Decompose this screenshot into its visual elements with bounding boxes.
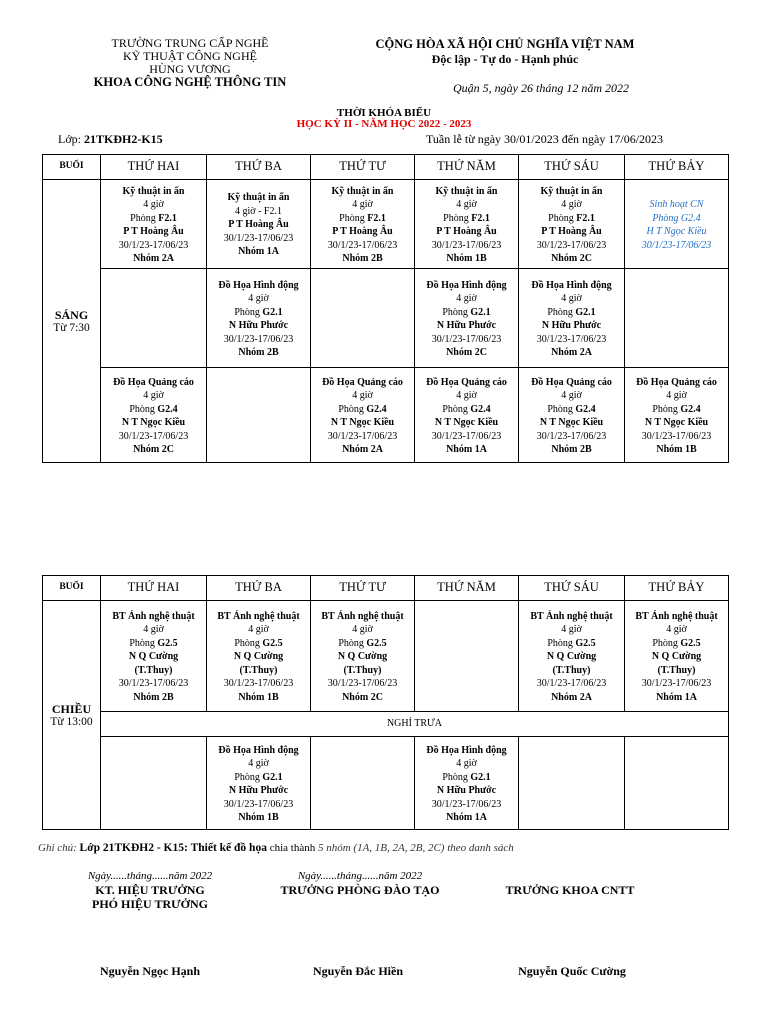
date-range: 30/1/23-17/06/23 — [536, 333, 607, 345]
hours-label: 4 giờ — [456, 293, 477, 304]
signature-date: Ngày......tháng......năm 2022 — [87, 870, 213, 882]
room-label — [101, 403, 206, 417]
room-code: F2.1 — [576, 212, 595, 224]
hours-label: 4 giờ — [666, 390, 687, 401]
subject-name: Đồ Họa Hình động — [218, 279, 299, 291]
class-slot — [415, 180, 519, 269]
buoi-header: BUỔI — [43, 576, 101, 601]
room-code: G2.1 — [470, 771, 491, 783]
date-range: 30/1/23-17/06/23 — [536, 430, 607, 442]
national-motto: Độc lập - Tự do - Hạnh phúc — [431, 52, 579, 66]
room-code: G2.1 — [262, 306, 283, 318]
day-header: THỨ BA — [207, 576, 311, 601]
room-code: G2.5 — [157, 637, 178, 649]
day-header: THỨ NĂM — [415, 155, 519, 180]
day-header: THỨ HAI — [101, 155, 207, 180]
subject-name: Đồ Họa Hình động — [426, 744, 507, 756]
subject-name: BT Ảnh nghệ thuật — [321, 610, 404, 622]
teacher-name: N Hữu Phước — [436, 785, 497, 796]
room-label — [415, 306, 518, 320]
afternoon-schedule-table — [42, 575, 729, 830]
class-line — [58, 132, 163, 147]
morning-header-row — [43, 155, 729, 180]
teacher-name: N Hữu Phước — [436, 320, 497, 331]
room-prefix: Phòng — [234, 637, 263, 649]
teacher-name: N T Ngọc Kiều — [121, 417, 186, 428]
day-header: THỨ NĂM — [415, 576, 519, 601]
teacher-name: N Hữu Phước — [228, 785, 289, 796]
class-slot — [101, 180, 207, 269]
teacher-name: N T Ngọc Kiều — [330, 417, 395, 428]
teacher-name: (T.Thuy) — [552, 664, 591, 676]
room-label — [415, 771, 518, 785]
subject-name: Đồ Họa Quảng cáo — [426, 376, 507, 388]
class-slot — [519, 601, 625, 712]
empty-slot — [625, 737, 729, 830]
hours-label: 4 giờ — [561, 390, 582, 401]
class-slot — [311, 180, 415, 269]
room-label — [311, 637, 414, 651]
subject-name: Đồ Họa Quảng cáo — [636, 376, 717, 388]
teacher-name: N T Ngọc Kiều — [644, 417, 709, 428]
empty-slot — [415, 601, 519, 712]
issue-date: Quận 5, ngày 26 tháng 12 năm 2022 — [453, 81, 629, 95]
group-label: Nhóm 2C — [551, 253, 592, 264]
room-prefix: Phòng — [338, 403, 367, 415]
date-range: 30/1/23-17/06/23 — [536, 239, 607, 251]
homeroom-detail: H T Ngọc Kiều — [646, 226, 707, 237]
day-header: THỨ BẢY — [625, 576, 729, 601]
class-slot — [311, 601, 415, 712]
hours-label: 4 giờ — [248, 758, 269, 769]
room-label — [519, 212, 624, 226]
empty-slot — [311, 269, 415, 368]
class-slot — [625, 368, 729, 463]
class-slot — [415, 368, 519, 463]
class-label: Lớp: — [58, 132, 85, 146]
day-header: THỨ SÁU — [519, 576, 625, 601]
class-slot — [625, 601, 729, 712]
hours-label: 4 giờ — [143, 390, 164, 401]
subject-name: Đồ Họa Hình động — [218, 744, 299, 756]
session-label: CHIỀU — [51, 701, 92, 716]
room-prefix: Phòng — [130, 212, 159, 224]
room-prefix: Phòng — [442, 771, 471, 783]
date-range: 30/1/23-17/06/23 — [223, 678, 294, 690]
session-label: SÁNG — [54, 307, 89, 322]
room-code: G2.1 — [262, 771, 283, 783]
week-info: Tuần lễ từ ngày 30/01/2023 đến ngày 17/06/2023 — [426, 132, 664, 146]
room-label — [311, 212, 414, 226]
room-label — [415, 403, 518, 417]
note-groups: 5 nhóm (1A, 1B, 2A, 2B, 2C) theo danh sách — [317, 842, 514, 854]
date-range: 30/1/23-17/06/23 — [118, 430, 189, 442]
hours-label: 4 giờ — [143, 199, 164, 210]
subject-name: Kỹ thuật in ấn — [435, 185, 498, 197]
group-label: Nhóm 2A — [342, 444, 383, 455]
teacher-name: N Q Cường — [128, 651, 179, 663]
lunch-break: NGHỈ TRƯA — [101, 712, 729, 737]
class-slot — [311, 368, 415, 463]
signature-title: TRƯỞNG PHÒNG ĐÀO TẠO — [280, 883, 440, 897]
date-range: 30/1/23-17/06/23 — [327, 239, 398, 251]
signature-block-faculty — [460, 883, 680, 897]
group-label: Nhóm 2A — [551, 691, 592, 703]
date-range: 30/1/23-17/06/23 — [641, 430, 712, 442]
session-time: Từ 13:00 — [50, 715, 93, 728]
school-name-line-1: TRƯỜNG TRUNG CẤP NGHỀ — [111, 36, 269, 50]
room-prefix: Phòng — [129, 637, 158, 649]
room-prefix: Phòng — [129, 403, 158, 415]
class-slot — [415, 737, 519, 830]
hours-label: 4 giờ — [143, 624, 164, 636]
subject-name: Đồ Họa Quảng cáo — [322, 376, 403, 388]
room-prefix: Phòng — [442, 403, 471, 415]
class-slot — [207, 269, 311, 368]
room-prefix: Phòng — [652, 637, 681, 649]
room-prefix: Phòng — [234, 306, 263, 318]
group-label: Nhóm 1B — [238, 691, 279, 703]
room-code: F2.1 — [471, 212, 490, 224]
room-code: G2.4 — [157, 403, 178, 415]
teacher-name: (T.Thuy) — [239, 664, 278, 676]
class-slot — [207, 180, 311, 269]
subject-name: Đồ Họa Hình động — [426, 279, 507, 291]
signature-block-training — [250, 869, 470, 897]
national-header — [340, 37, 670, 67]
room-label — [207, 771, 310, 785]
afternoon-header-row — [43, 576, 729, 601]
date-range: 30/1/23-17/06/23 — [223, 232, 294, 244]
room-label — [207, 637, 310, 651]
empty-slot — [101, 269, 207, 368]
afternoon-row — [43, 601, 729, 712]
morning-row — [43, 180, 729, 269]
room-prefix: Phòng — [548, 212, 577, 224]
teacher-name: (T.Thuy) — [657, 664, 696, 676]
signature-date: Ngày......tháng......năm 2022 — [297, 870, 423, 882]
group-label: Nhóm 1B — [238, 812, 279, 823]
room-label — [519, 306, 624, 320]
room-prefix: Phòng — [443, 212, 472, 224]
room-prefix: Phòng — [547, 306, 576, 318]
class-slot — [207, 737, 311, 830]
room-code: G2.5 — [680, 637, 701, 649]
note-class: Lớp 21TKĐH2 - K15: — [79, 842, 188, 854]
hours-label: 4 giờ — [456, 758, 477, 769]
room-label — [625, 637, 728, 651]
class-slot — [101, 368, 207, 463]
teacher-name: N Q Cường — [337, 651, 388, 663]
subject-name: BT Ảnh nghệ thuật — [112, 610, 195, 622]
signature-title: TRƯỞNG KHOA CNTT — [505, 883, 635, 897]
hours-label: 4 giờ — [561, 624, 582, 636]
signature-name: Nguyễn Đắc Hiền — [313, 964, 403, 978]
date-range: 30/1/23-17/06/23 — [223, 333, 294, 345]
subject-name: BT Ảnh nghệ thuật — [530, 610, 613, 622]
date-range: 30/1/23-17/06/23 — [431, 333, 502, 345]
teacher-name: N T Ngọc Kiều — [434, 417, 499, 428]
group-label: Nhóm 2B — [133, 691, 174, 703]
date-range: 30/1/23-17/06/23 — [641, 678, 712, 690]
group-label: Nhóm 2A — [551, 347, 592, 358]
empty-slot — [101, 737, 207, 830]
morning-schedule-table — [42, 154, 729, 463]
signature-subtitle: PHÓ HIỆU TRƯỞNG — [91, 897, 208, 911]
day-header: THỨ HAI — [101, 576, 207, 601]
school-name-line-3: HÙNG VƯƠNG — [149, 62, 231, 76]
empty-slot — [207, 368, 311, 463]
department-name: KHOA CÔNG NGHỆ THÔNG TIN — [93, 75, 287, 89]
subject-name: Kỹ thuật in ấn — [227, 192, 290, 204]
room-code: G2.4 — [366, 403, 387, 415]
day-header: THỨ TƯ — [311, 155, 415, 180]
teacher-name: N Q Cường — [233, 651, 284, 663]
group-label: Nhóm 2B — [551, 444, 592, 455]
subject-name: BT Ảnh nghệ thuật — [217, 610, 300, 622]
class-slot — [625, 180, 729, 269]
school-header — [70, 37, 310, 89]
group-label: Nhóm 1B — [446, 253, 487, 264]
class-slot — [519, 269, 625, 368]
signature-name: Nguyễn Ngọc Hạnh — [99, 964, 200, 978]
room-label — [207, 306, 310, 320]
page-subtitle: HỌC KỲ II - NĂM HỌC 2022 - 2023 — [296, 118, 472, 130]
room-code: F2.1 — [367, 212, 386, 224]
note-major: Thiết kế đồ họa — [190, 842, 267, 854]
room-prefix: Phòng — [652, 403, 681, 415]
room-label — [625, 403, 728, 417]
subject-name: Đồ Họa Quảng cáo — [531, 376, 612, 388]
teacher-name: (T.Thuy) — [343, 664, 382, 676]
homeroom-detail: Phòng G2.4 — [652, 212, 701, 224]
signature-block-principal — [40, 869, 260, 911]
subject-name: Kỹ thuật in ấn — [122, 185, 185, 197]
date-range: 30/1/23-17/06/23 — [118, 678, 189, 690]
hours-label: 4 giờ — [456, 390, 477, 401]
subject-name: BT Ảnh nghệ thuật — [635, 610, 718, 622]
homeroom-activity: Sinh hoạt CN — [649, 199, 704, 210]
group-label: Nhóm 2C — [133, 444, 174, 455]
date-range: 30/1/23-17/06/23 — [118, 239, 189, 251]
hours-label: 4 giờ — [561, 199, 582, 210]
group-label: Nhóm 2B — [342, 253, 383, 264]
teacher-name: P T Hoàng Âu — [123, 226, 184, 237]
class-slot — [101, 601, 207, 712]
hours-label: 4 giờ — [248, 293, 269, 304]
room-code: G2.4 — [470, 403, 491, 415]
empty-slot — [625, 269, 729, 368]
subject-name: Kỹ thuật in ấn — [331, 185, 394, 197]
date-range: 30/1/23-17/06/23 — [327, 678, 398, 690]
signature-title: KT. HIỆU TRƯỞNG — [95, 883, 205, 897]
note-mid: chia thành — [266, 842, 318, 854]
room-prefix: Phòng — [442, 306, 471, 318]
group-label: Nhóm 2A — [133, 253, 174, 264]
class-slot — [207, 601, 311, 712]
date-range: 30/1/23-17/06/23 — [431, 239, 502, 251]
page-title: THỜI KHÓA BIỂU — [336, 107, 432, 119]
date-range: 30/1/23-17/06/23 — [431, 430, 502, 442]
teacher-name: P T Hoàng Âu — [228, 219, 289, 231]
day-header: THỨ BA — [207, 155, 311, 180]
subject-name: Đồ Họa Hình động — [531, 279, 612, 291]
date-range: 30/1/23-17/06/23 — [536, 678, 607, 690]
signature-name: Nguyễn Quốc Cường — [518, 964, 626, 978]
room-prefix: Phòng — [234, 771, 263, 783]
room-code: F2.1 — [158, 212, 177, 224]
class-slot — [519, 180, 625, 269]
teacher-name: P T Hoàng Âu — [436, 226, 497, 237]
room-code: G2.1 — [575, 306, 596, 318]
room-code: G2.5 — [262, 637, 283, 649]
room-prefix: Phòng — [547, 637, 576, 649]
day-header: THỨ BẢY — [625, 155, 729, 180]
room-code: G2.1 — [470, 306, 491, 318]
hours-label: 4 giờ — [352, 390, 373, 401]
empty-slot — [519, 737, 625, 830]
room-prefix: Phòng — [547, 403, 576, 415]
room-label — [101, 637, 206, 651]
buoi-header: BUỔI — [43, 155, 101, 180]
teacher-name: N T Ngọc Kiều — [539, 417, 604, 428]
session-afternoon — [43, 601, 101, 830]
hours-label: 4 giờ — [561, 293, 582, 304]
group-label: Nhóm 1A — [446, 444, 487, 455]
teacher-name: N Q Cường — [651, 651, 702, 663]
subject-name: Kỹ thuật in ấn — [540, 185, 603, 197]
group-label: Nhóm 2C — [446, 347, 487, 358]
room-prefix: Phòng — [339, 212, 368, 224]
teacher-name: (T.Thuy) — [134, 664, 173, 676]
room-prefix: Phòng — [338, 637, 367, 649]
room-label — [519, 637, 624, 651]
empty-slot — [311, 737, 415, 830]
note-prefix: Ghi chú: — [38, 842, 80, 854]
group-label: Nhóm 1A — [446, 812, 487, 823]
morning-row — [43, 368, 729, 463]
room-label — [311, 403, 414, 417]
hours-label: 4 giờ - F2.1 — [235, 205, 282, 217]
room-label — [101, 212, 206, 226]
session-time: Từ 7:30 — [53, 321, 90, 334]
hours-label: 4 giờ — [248, 624, 269, 636]
hours-label: 4 giờ — [352, 624, 373, 636]
class-slot — [415, 269, 519, 368]
day-header: THỨ TƯ — [311, 576, 415, 601]
lunch-break-row — [43, 712, 729, 737]
date-range: 30/1/23-17/06/23 — [431, 798, 502, 810]
morning-row — [43, 269, 729, 368]
date-range: 30/1/23-17/06/23 — [223, 798, 294, 810]
hours-label: 4 giờ — [666, 624, 687, 636]
class-slot — [519, 368, 625, 463]
teacher-name: N Q Cường — [546, 651, 597, 663]
national-title: CỘNG HÒA XÃ HỘI CHỦ NGHĨA VIỆT NAM — [375, 37, 635, 51]
room-code: G2.5 — [575, 637, 596, 649]
room-label — [415, 212, 518, 226]
date-range: 30/1/23-17/06/23 — [327, 430, 398, 442]
room-label — [519, 403, 624, 417]
homeroom-detail: 30/1/23-17/06/23 — [641, 239, 712, 251]
group-label: Nhóm 1A — [656, 691, 697, 703]
schedule-note — [38, 842, 514, 854]
room-code: G2.5 — [366, 637, 387, 649]
group-label: Nhóm 2B — [238, 347, 279, 358]
group-label: Nhóm 1A — [238, 246, 279, 258]
group-label: Nhóm 2C — [342, 691, 383, 703]
afternoon-row — [43, 737, 729, 830]
hours-label: 4 giờ — [456, 199, 477, 210]
teacher-name: N Hữu Phước — [541, 320, 602, 331]
day-header: THỨ SÁU — [519, 155, 625, 180]
school-name-line-2: KỸ THUẬT CÔNG NGHỆ — [123, 49, 257, 63]
room-code: G2.4 — [680, 403, 701, 415]
session-morning — [43, 180, 101, 463]
group-label: Nhóm 1B — [656, 444, 697, 455]
teacher-name: N Hữu Phước — [228, 320, 289, 331]
subject-name: Đồ Họa Quảng cáo — [113, 376, 194, 388]
room-code: G2.4 — [575, 403, 596, 415]
hours-label: 4 giờ — [352, 199, 373, 210]
teacher-name: P T Hoàng Âu — [332, 226, 393, 237]
class-name: 21TKĐH2-K15 — [84, 132, 163, 146]
teacher-name: P T Hoàng Âu — [541, 226, 602, 237]
